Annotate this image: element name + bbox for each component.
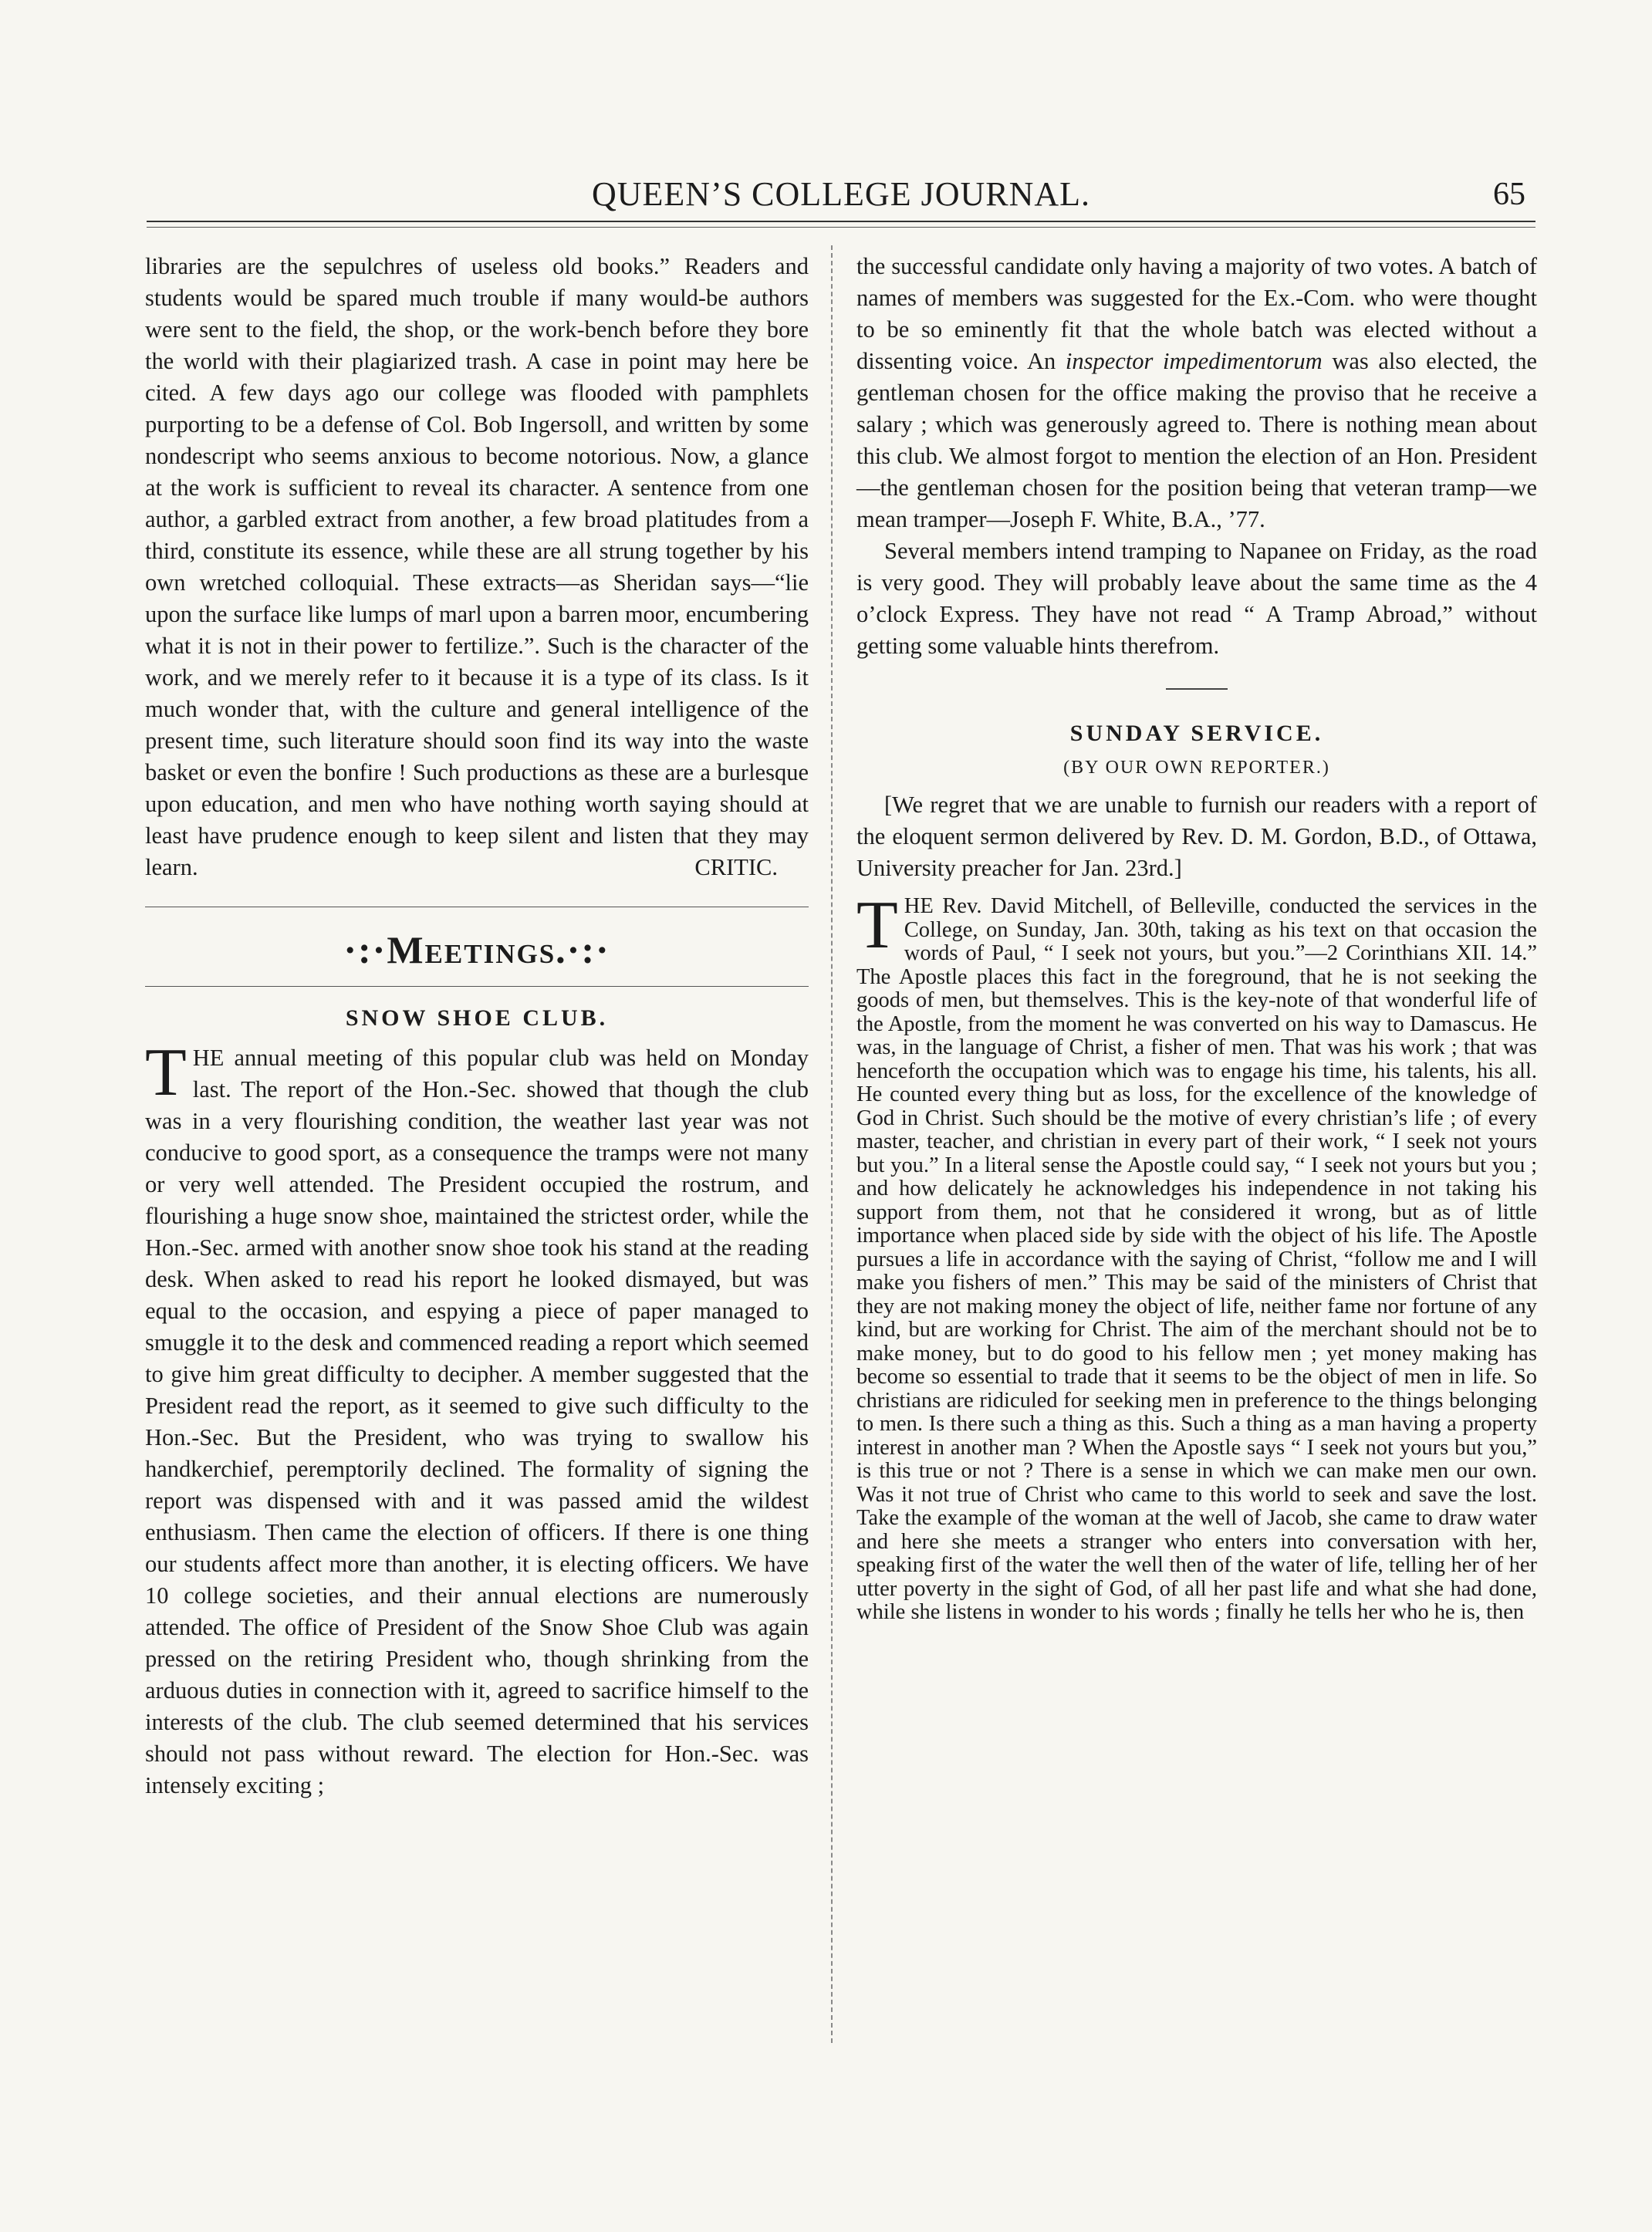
reporter-byline: (BY OUR OWN REPORTER.): [1063, 758, 1330, 778]
right-column: [856, 251, 1537, 1625]
sunday-service-heading: SUNDAY SERVICE.: [1069, 721, 1324, 746]
regret-note: [We regret that we are unable to furnish our readers with a report of the eloquent sermon delivered by Rev. D. M. Gordon, B.D., of Ottawa, University preacher for Jan. 23rd.]: [856, 792, 1537, 881]
sermon-body: HE Rev. David Mitchell, of Belleville, conducted the services in the College, on Sunday, Jan. 30th, taking as his text on that occasion the words of Paul, “ I seek not yours, but you.”—2 Corinthians XII. 14.” The Apostle places this fact in the foreground, that he is not seeking the goods of men, but themselves. This is the key-note of that wonderful life of the Apostle, from the moment he was converted on his way to Damascus. He was, in the language of Christ, a fisher of men. That was his work ; that was henceforth the occupation which was to engage his time, his talents, his all. He counted every thing but as loss, for the excellence of the knowledge of God in Christ. Such should be the motive of every christian’s life ; of every master, teacher, and christian in every part of their work, “ I seek not yours but you.” In a literal sense the Apostle could say, “ I seek not yours but you ; and how delicately he acknowledges his independence in not taking his support from them, not that he considered it wrong, but as of little importance when placed side by side with the object of his life. The Apostle pursues a life in accordance with the saying of Christ, “follow me and I will make you fishers of men.” This may be said of the ministers of Christ that they are not making money the object of life, neither fame nor fortune of any kind, but are working for Christ. The aim of the merchant should not be to make money, but to do good to his fellow men ; yet money making has become so essential to trade that it seems to be the object of men in life. So christians are ridiculed for seeking men in preference to the things belonging to men. Is there such a thing as this. Such a thing as a man having a property interest in another man ? When the Apostle says “ I seek not yours but you,” is this true or not ? There is a sense in which we can make men our own. Was it not true of Christ who came to this world to seek and save the lost. Take the example of the woman at the well of Jacob, she came to draw water and here she meets a stranger who enters into conversation with her, speaking first of the water the well then of the water of life, telling her of her utter poverty in the sight of God, of all her past life and what she had done, while she listens in wonder to his words ; finally he tells her who he is, then: [856, 894, 1537, 1624]
section-rule: [145, 986, 809, 987]
column-divider: [831, 245, 833, 2043]
sermon-report: [856, 888, 1537, 1625]
meetings-title: ·:·Meetings.·:·: [343, 928, 610, 971]
latin-phrase: inspector impedimentorum: [1065, 348, 1323, 374]
critic-paragraph: libraries are the sepulchres of useless old books.” Readers and students would be spared much trouble if many would-be authors were sent to the field, the shop, or the work-bench before they bore the world with their plagiarized trash. A case in point may here be cited. A few days ago our college was flooded with pamphlets purporting to be a defense of Col. Bob Ingersoll, and written by some nondescript who seems anxious to become notorious. Now, a glance at the work is sufficient to reveal its character. A sentence from one author, a garbled extract from another, a few broad platitudes from a third, constitute its essence, while these are all strung together by his own wretched colloquial. These extracts—as Sheridan says—“lie upon the surface like lumps of marl upon a barren moor, encumbering what it is not in their power to fertilize.”. Such is the character of the work, and we merely refer to it because it is a type of its class. Is it much wonder that, with the culture and general intelligence of the present time, such literature should soon find its way into the waste basket or even the bonfire ! Such productions as these are a burlesque upon education, and men who have nothing worth saying should at least have prudence enough to keep silent and listen that they may learn.: [145, 253, 809, 880]
snow-shoe-club-text: [145, 1035, 809, 1801]
napanee-paragraph: Several members intend tramping to Napanee on Friday, as the road is very good. They will probably leave about the same time as the 4 o’clock Express. They have not read “ A Tramp Abroad,” without getting some valuable hints therefrom.: [856, 538, 1537, 659]
left-column: [145, 251, 809, 1801]
header-rule: [147, 221, 1535, 222]
drop-cap: T: [145, 1035, 187, 1110]
club-continued-text: the successful candidate only having a majority of two votes. A batch of names of members was suggested for the Ex.-Com. who were thought to be so eminently fit that the whole batch was elected without a dissenting voice. An: [856, 253, 1537, 374]
club-continued-text-end: was also elected, the gentleman chosen for the office making the proviso that he receive a salary ; which was generously agreed to. There is nothing mean about this club. We almost forgot to mention the election of an Hon. President—the gentleman chosen for the position being that veteran tramp—we mean tramper—Joseph F. White, B.A., ’77.: [856, 348, 1538, 532]
running-title: QUEEN’S COLLEGE JOURNAL.: [591, 175, 1091, 213]
header-rule-thin: [147, 227, 1535, 228]
short-rule: [1166, 688, 1228, 690]
snow-shoe-club-heading: SNOW SHOE CLUB.: [345, 1005, 609, 1031]
page-number: 65: [1493, 177, 1525, 212]
drop-cap: T: [856, 888, 898, 963]
critic-signature: CRITIC.: [694, 854, 778, 880]
club-continued-paragraph: [856, 251, 1537, 535]
snow-shoe-club-body: HE annual meeting of this popular club was held on Monday last. The report of the Hon.-Sec. showed that though the club was in a very flourishing condition, the weather last year was not conducive to good sport, as a consequence the tramps were not many or very well attended. The President occupied the rostrum, and flourishing a huge snow shoe, maintained the strictest order, while the Hon.-Sec. armed with another snow shoe took his stand at the reading desk. When asked to read his report he looked dismayed, but was equal to the occasion, and espying a piece of paper managed to smuggle it to the desk and commenced reading a report which seemed to give him great difficulty to decipher. A member suggested that the President read the report, as it seemed to give such difficulty to the Hon.-Sec. But the President, who was trying to swallow his handkerchief, peremptorily declined. The formality of signing the report was dispensed with and it was passed amid the wildest enthusiasm. Then came the election of officers. If there is one thing our students affect more than another, it is electing officers. We have 10 college societies, and their annual elections are numerously attended. The office of President of the Snow Shoe Club was again pressed on the retiring President who, though shrinking from the arduous duties in connection with it, agreed to sacrifice himself to the interests of the club. The club seemed determined that his services should not pass without reward. The election for Hon.-Sec. was intensely exciting ;: [145, 1045, 809, 1798]
